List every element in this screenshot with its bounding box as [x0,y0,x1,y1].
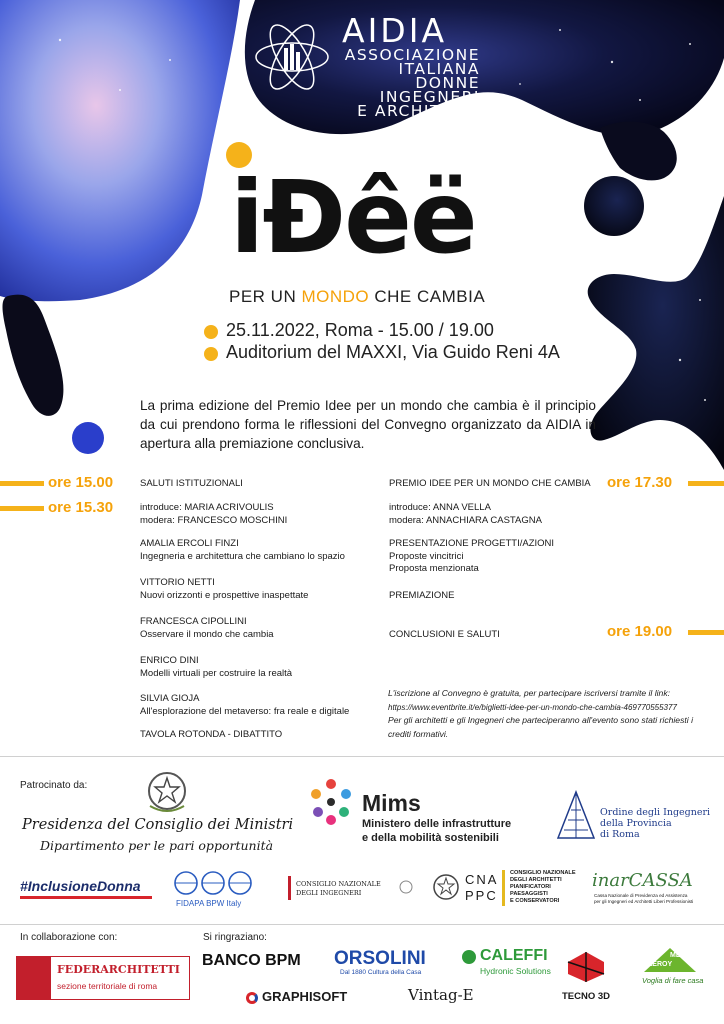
inclusione-underline [20,896,152,899]
merlin-text: MERLIN [670,952,697,959]
time-1530: ore 15.30 [48,499,114,516]
intro-paragraph [140,396,596,453]
program-head: FRANCESCA CIPOLLINI [140,616,247,627]
time-bar [0,481,44,486]
graphisoft-icon [246,992,258,1004]
program-item [140,538,345,563]
caleffi-sub: Hydronic Solutions [480,966,551,976]
bullet-dot [204,325,218,339]
presidenza-line2: Dipartimento per le pari opportunità [40,838,274,853]
event-venue: Auditorium del MAXXI, Via Guido Reni 4A [226,342,560,362]
leroy-tagline: Voglia di fare casa [642,976,704,985]
subtitle-accent: MONDO [301,287,370,306]
org-line2: ITALIANA DONNE [398,60,480,92]
graphisoft: GRAPHISOFT [262,989,348,1004]
italy-emblem-icon [146,770,188,814]
federarchitetti-sub: sezione territoriale di roma [57,981,158,991]
program-head: introduce: ANNA VELLA [389,502,491,513]
cnappc-abbr2: PPC [465,888,498,903]
bullet-dot [204,347,218,361]
org-name: AIDIA [342,11,448,50]
org-line3: INGEGNERI [379,88,480,106]
registration-link[interactable]: https://www.eventbrite.it/e/biglietti-idee-per-un-mondo-che-cambia-469770555377 [388,702,677,712]
org-line1: ASSOCIAZIONE [344,46,480,64]
program-head: ENRICO DINI [140,655,199,666]
program-sub: Ingegneria e architettura che cambiano lo spazio [140,550,345,562]
ordine-line1: Ordine degli Ingegneri [600,807,711,818]
thanks-label: Si ringraziano: [203,932,267,943]
dark-star [588,196,724,470]
org-line4: E ARCHITETTI [357,102,480,120]
federarchitetti-mark [17,957,51,999]
program-head: PRESENTAZIONE PROGETTI/AZIONI [389,538,555,549]
cnappc-bar [502,870,505,906]
page-subtitle [229,287,485,307]
cni-line2: DEGLI INGEGNERI [296,889,362,897]
orsolini: ORSOLINI [334,948,426,969]
mims-desc1: Ministero delle infrastrutture [362,818,512,830]
time-bar [688,481,724,486]
caleffi-icon [462,950,476,964]
aidia-logo-text [340,11,480,120]
program-item [389,538,554,576]
exclamation-dot [72,422,104,454]
time-bar [0,506,44,511]
program-item [140,478,243,491]
cni-line1: CONSIGLIO NAZIONALE [296,880,381,888]
program-head: SALUTI ISTITUZIONALI [140,478,243,489]
program-item [389,590,454,603]
inarcassa-logo: inarCASSA [592,870,693,891]
ordine-line3: di Roma [600,829,640,840]
program-head: PREMIAZIONE [389,590,455,601]
inclusione-donna: #InclusioneDonna [20,878,141,894]
program-sub: All'esplorazione del metaverso: fra reale e digitale [140,705,350,717]
cnappc-line2: DEGLI ARCHITETTI [510,877,562,883]
collab-label: In collaborazione con: [20,932,118,943]
program-head: TAVOLA ROTONDA - DIBATTITO [140,729,283,740]
program-sub: modera: ANNACHIARA CASTAGNA [389,514,542,526]
dark-dot [584,176,644,236]
program-sub: Modelli virtuali per costruire la realtà [140,667,293,679]
program-item [389,478,591,491]
cnappc-abbr1: CNA [465,872,499,887]
divider [0,756,724,757]
intro-text: La prima edizione del Premio Idee per un mondo che cambia è il principio da cui prendono forma le riflessioni del Convegno organizzato da AIDIA in apertura alla premiazione conclusiva. [140,398,596,451]
divider [0,924,724,925]
program-item [389,502,542,527]
small-emblem-icon [399,880,413,894]
program-sub: Proposta menzionata [389,563,479,574]
orsolini-sub: Dal 1880 Cultura della Casa [340,969,422,976]
vintage: Vintag-E [408,986,474,1004]
program-item [140,502,287,527]
aidia-emblem [252,20,332,94]
cni-bar [288,876,291,900]
federarchitetti-name: FEDERARCHITETTI [57,963,180,976]
note-line1: L'iscrizione al Convegno è gratuita, per partecipare iscriversi tramite il link: [388,688,671,698]
page-title: iĐêë [230,159,476,276]
caleffi: CALEFFI [480,947,548,964]
leroy-text: LEROY [648,961,673,968]
subtitle-part1: PER UN [229,287,302,306]
italy-emblem-icon [432,873,460,903]
atom-icon [252,20,332,94]
program-item [140,616,274,641]
program-head: CONCLUSIONI E SALUTI [389,629,500,640]
program-head: PREMIO IDEE PER UN MONDO CHE CAMBIA [389,478,591,489]
dark-comet [600,122,677,181]
program-sub: Nuovi orizzonti e prospettive inaspettate [140,589,309,601]
time-1730: ore 17.30 [607,474,673,491]
program-item [140,655,292,680]
ordine-line2: della Provincia [600,818,672,829]
mims-desc2: e della mobilità sostenibili [362,832,499,844]
cnappc-line4: PAESAGGISTI [510,891,548,897]
note-line2: Per gli architetti e gli Ingegneri che parteciperanno all'evento sono stati richiesti i crediti formativi. [388,715,693,739]
leroy-merlin-logo [642,946,704,992]
program-head: introduce: MARIA ACRIVOULIS [140,502,274,513]
house-icon [642,946,698,974]
program-sub: Osservare il mondo che cambia [140,628,274,640]
nebula-blob [0,0,240,301]
cnappc-line5: E CONSERVATORI [510,898,560,904]
presidenza-line1: Presidenza del Consiglio dei Ministri [22,817,294,833]
program-head: AMALIA ERCOLI FINZI [140,538,239,549]
program-item [389,629,500,642]
patronage-label: Patrocinato da: [20,780,88,791]
program-item [140,577,308,602]
program-sub: modera: FRANCESCO MOSCHINI [140,514,288,526]
program-head: SILVIA GIOJA [140,693,200,704]
fidapa-globe-icon [170,870,256,896]
tecno3d: TECNO 3D [562,991,611,1002]
program-head: VITTORIO NETTI [140,577,215,588]
subtitle-part2: CHE CAMBIA [369,287,486,306]
tecno3d-icon [566,950,606,984]
program-item [140,729,282,742]
time-1500: ore 15.00 [48,474,114,491]
exclamation-stroke [3,295,64,416]
registration-note [388,687,714,741]
cnappc-line3: PIANIFICATORI [510,884,551,890]
cnappc-line1: CONSIGLIO NAZIONALE [510,870,576,876]
mims-name: Mims [362,790,421,816]
banco-bpm: BANCO BPM [202,952,301,969]
time-bar [688,630,724,635]
ordine-building-icon [556,790,596,840]
program-sub: Proposte vincitrici [389,550,464,562]
event-date-time: 25.11.2022, Roma - 15.00 / 19.00 [226,320,494,340]
inarcassa-line2: per gli Ingegneri ed Architetti Liberi Professionisti [594,899,694,904]
mims-logo-icon [306,776,356,826]
inarcassa-line1: Cassa Nazionale di Previdenza ed Assistenza [594,893,688,898]
federarchitetti-logo [16,956,190,1000]
program-item [140,693,349,718]
time-1900: ore 19.00 [607,623,673,640]
fidapa-label: FIDAPA BPW Italy [176,899,242,908]
